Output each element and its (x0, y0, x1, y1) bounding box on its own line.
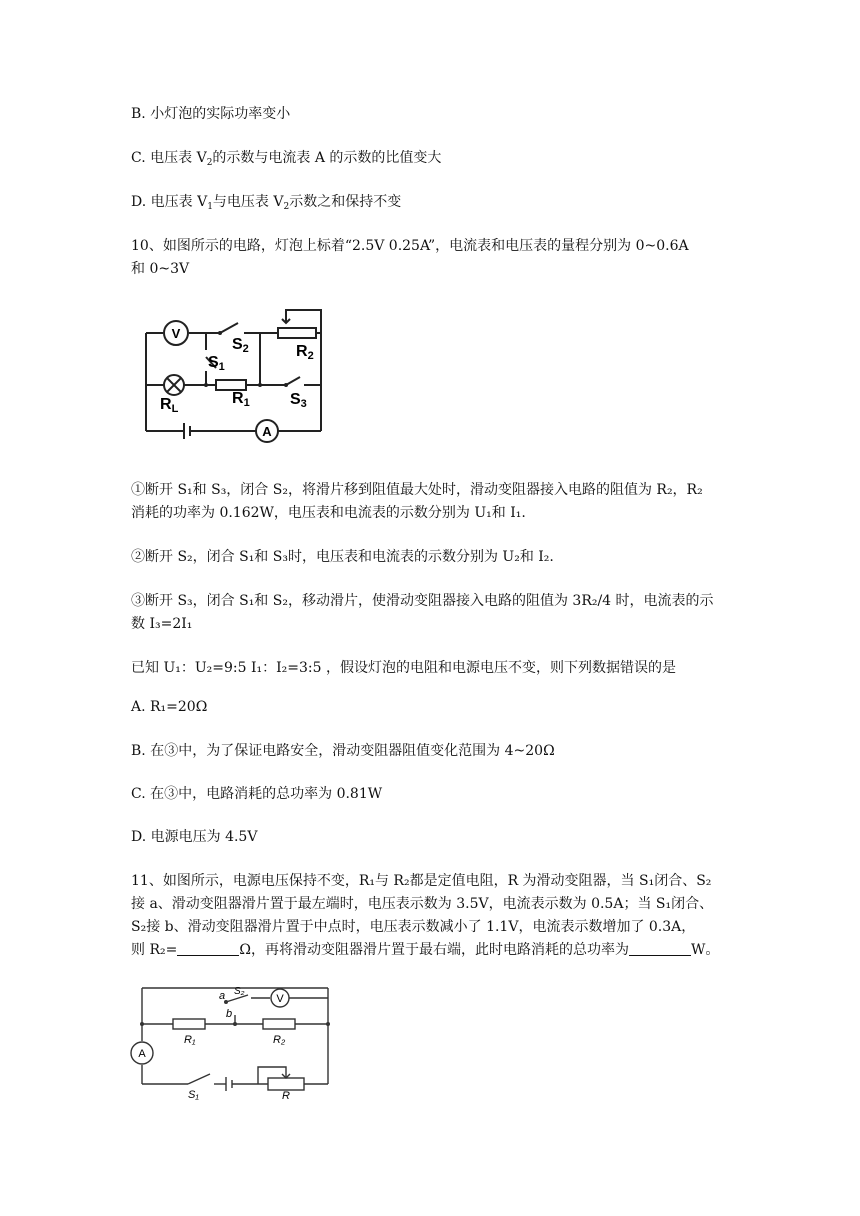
q11-voltmeter-label: V (276, 993, 284, 1005)
option-c-text-b: 的示数与电流表 A 的示数的比值变大 (212, 150, 442, 166)
option-d-text-c: 示数之和保持不变 (289, 194, 402, 210)
option-c-prev (131, 148, 441, 173)
q11-r2-label: R₂ (273, 1034, 286, 1046)
q11-blank-power (629, 941, 691, 956)
q11-circuit-diagram (128, 980, 338, 1100)
q10-stem-line2: 和 0~3V (131, 261, 190, 277)
q10-r2-label: R2 (296, 343, 314, 362)
option-d-sub1: 1 (207, 202, 213, 212)
q11-s1-label: S₁ (188, 1089, 199, 1100)
q11-r1-label: R₁ (184, 1034, 196, 1046)
q11-a-label: a (219, 990, 226, 1002)
q10-rl-label: RL (160, 396, 179, 415)
q11-s2-label: S₂ (234, 986, 245, 997)
q10-condition2: ②断开 S₂，闭合 S₁和 S₃时，电压表和电流表的示数分别为 U₂和 I₂. (131, 549, 554, 565)
q10-condition1-line2: 消耗的功率为 0.162W，电压表和电流表的示数分别为 U₁和 I₁. (131, 505, 526, 521)
q10-condition1-line1: ①断开 S₁和 S₃，闭合 S₂，将滑片移到阻值最大处时，滑动变阻器接入电路的阻值为 R₂，R₂ (131, 482, 703, 498)
q10-condition3-line2: 数 I₃=2I₁ (131, 616, 193, 632)
q11-ammeter-label: A (138, 1048, 146, 1060)
q10-stem-line1: 10、如图所示的电路，灯泡上标着“2.5V 0.25A”，电流表和电压表的量程分别为 0~0.6A (131, 238, 689, 254)
q10-r1-label: R1 (232, 390, 250, 409)
option-d-text-b: 与电压表 V (212, 194, 284, 210)
q10-option-d: D. 电源电压为 4.5V (131, 829, 258, 845)
q10-circuit-diagram (128, 305, 338, 450)
q10-ammeter-label: A (262, 424, 272, 439)
option-d-sub2: 2 (283, 202, 290, 212)
q10-condition3-line1: ③断开 S₃，闭合 S₁和 S₂，移动滑片，使滑动变阻器接入电路的阻值为 3R₂/4 时，电流表的示 (131, 593, 714, 609)
q11-blank-r2 (177, 941, 239, 956)
q11-r-label: R (282, 1090, 290, 1100)
q11-b-label: b (226, 1008, 233, 1020)
q10-s1-label: S1 (208, 354, 225, 373)
q10-option-c: C. 在③中，电路消耗的总功率为 0.81W (131, 786, 383, 802)
q10-s3-label: S3 (290, 391, 307, 410)
q11-line2: 接 a、滑动变阻器滑片置于最左端时，电压表示数为 3.5V，电流表示数为 0.5A；当 S₁闭合、 (131, 896, 714, 912)
q11-line4 (131, 940, 719, 960)
q11-line4-text-b: Ω，再将滑动变阻器滑片置于最右端，此时电路消耗的总功率为 (239, 942, 629, 958)
option-c-text-a: C. 电压表 V (131, 150, 207, 166)
option-c-sub: 2 (206, 158, 213, 168)
q11-line4-text-c: W。 (690, 942, 720, 958)
q11-line4-text-a: 则 R₂= (131, 942, 178, 958)
q11-line3: S₂接 b、滑动变阻器滑片置于中点时，电压表示数减小了 1.1V，电流表示数增加了 0.3A， (131, 919, 696, 935)
q10-s2-label: S2 (232, 336, 249, 355)
q10-option-a: A. R₁=20Ω (131, 699, 208, 715)
q11-line1: 11、如图所示，电源电压保持不变，R₁与 R₂都是定值电阻，R 为滑动变阻器，当 S₁闭合、S₂ (131, 873, 712, 889)
option-d-prev (131, 192, 401, 217)
q10-voltmeter-label: V (171, 326, 181, 341)
option-d-text-a: D. 电压表 V (131, 194, 208, 210)
q10-option-b: B. 在③中，为了保证电路安全，滑动变阻器阻值变化范围为 4~20Ω (131, 743, 555, 759)
option-b-prev: B. 小灯泡的实际功率变小 (131, 106, 291, 122)
q10-known: 已知 U₁：U₂=9:5 I₁：I₂=3:5 ，假设灯泡的电阻和电源电压不变，则下列数据错误的是 (131, 660, 676, 676)
